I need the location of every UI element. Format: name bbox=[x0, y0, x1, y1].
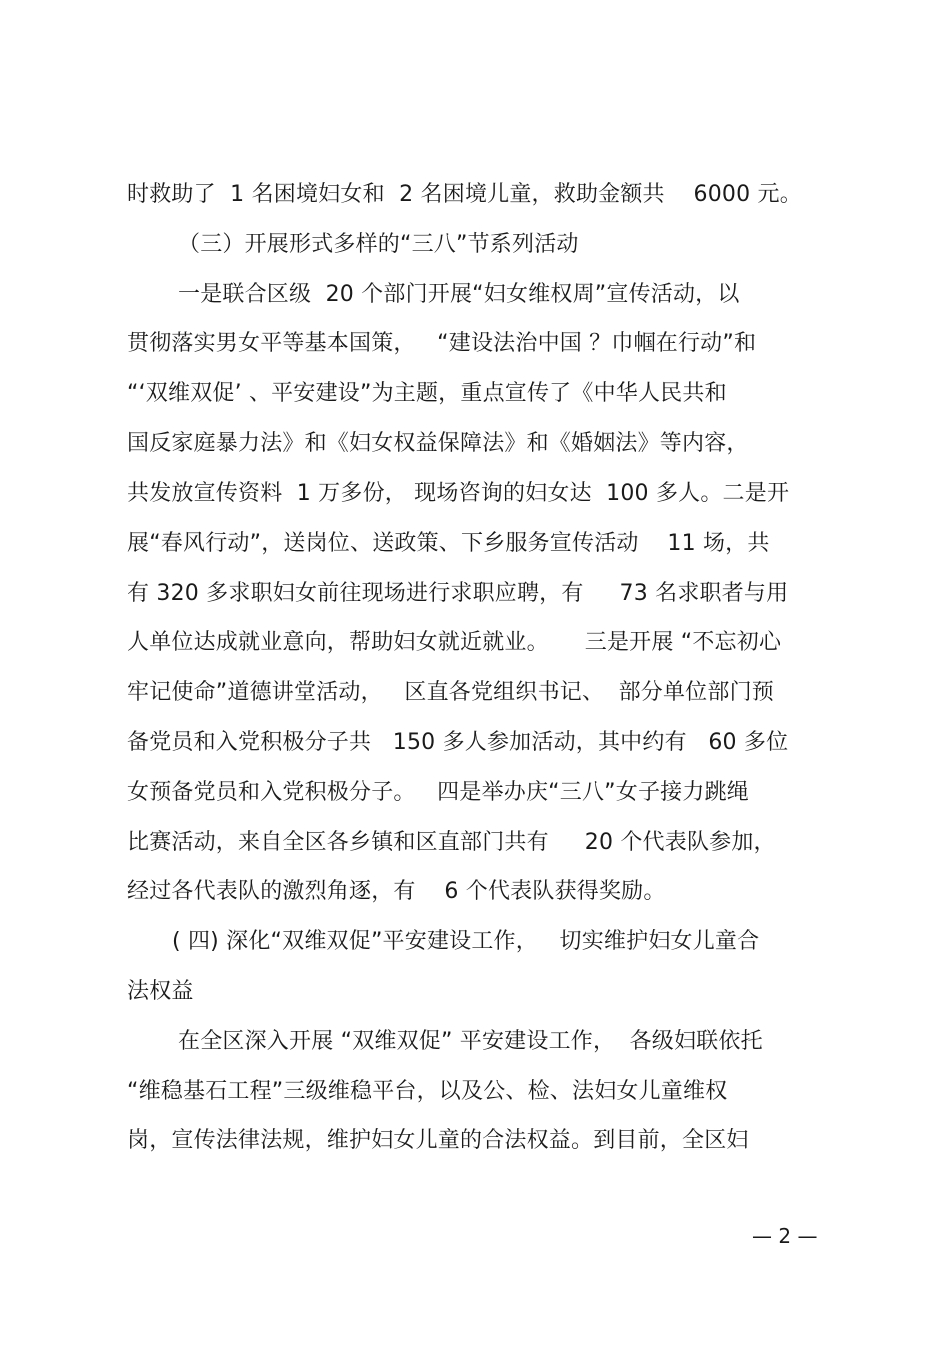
text-line: 人单位达成就业意向，帮助妇女就近就业。 三是开展 “不忘初心 bbox=[127, 630, 782, 655]
text-line: 比赛活动，来自全区各乡镇和区直部门共有 20 个代表队参加， bbox=[127, 830, 776, 855]
text-line: “维稳基石工程”三级维稳平台，以及公、检、法妇女儿童维权 bbox=[127, 1079, 728, 1104]
section-heading: （三）开展形式多样的“三八”节系列活动 bbox=[178, 232, 579, 257]
text-line: 展“春风行动”，送岗位、送政策、下乡服务宣传活动 11 场，共 bbox=[127, 531, 770, 556]
text-line: 共发放宣传资料 1 万多份， 现场咨询的妇女达 100 多人。二是开 bbox=[127, 481, 790, 506]
section-heading: 法权益 bbox=[127, 979, 194, 1004]
text-line: 岗，宣传法律法规，维护妇女儿童的合法权益。到目前，全区妇 bbox=[127, 1128, 749, 1153]
text-line: 女预备党员和入党积极分子。 四是举办庆“三八”女子接力跳绳 bbox=[127, 780, 749, 805]
text-line: 有 320 多求职妇女前往现场进行求职应聘，有 73 名求职者与用 bbox=[127, 581, 789, 606]
text-line: 在全区深入开展 “双维双促” 平安建设工作， 各级妇联依托 bbox=[178, 1029, 763, 1054]
text-line: 经过各代表队的激烈角逐，有 6 个代表队获得奖励。 bbox=[127, 879, 666, 904]
text-line: 贯彻落实男女平等基本国策， “建设法治中国 ？巾帼在行动”和 bbox=[127, 331, 757, 356]
text-line: 一是联合区级 20 个部门开展“妇女维权周”宣传活动，以 bbox=[178, 282, 740, 307]
page-number: — 2 — bbox=[752, 1224, 818, 1248]
text-line: “‘双维双促’ 、平安建设”为主题，重点宣传了《中华人民共和 bbox=[127, 381, 727, 406]
text-line: 时救助了 1 名困境妇女和 2 名困境儿童，救助金额共 6000 元。 bbox=[127, 182, 802, 207]
text-line: 国反家庭暴力法》和《妇女权益保障法》和《婚姻法》等内容， bbox=[127, 431, 749, 456]
text-line: 备党员和入党积极分子共 150 多人参加活动，其中约有 60 多位 bbox=[127, 730, 789, 755]
section-heading: ( 四) 深化“双维双促”平安建设工作， 切实维护妇女儿童合 bbox=[172, 929, 760, 954]
text-line: 牢记使命”道德讲堂活动， 区直各党组织书记、 部分单位部门预 bbox=[127, 680, 774, 705]
